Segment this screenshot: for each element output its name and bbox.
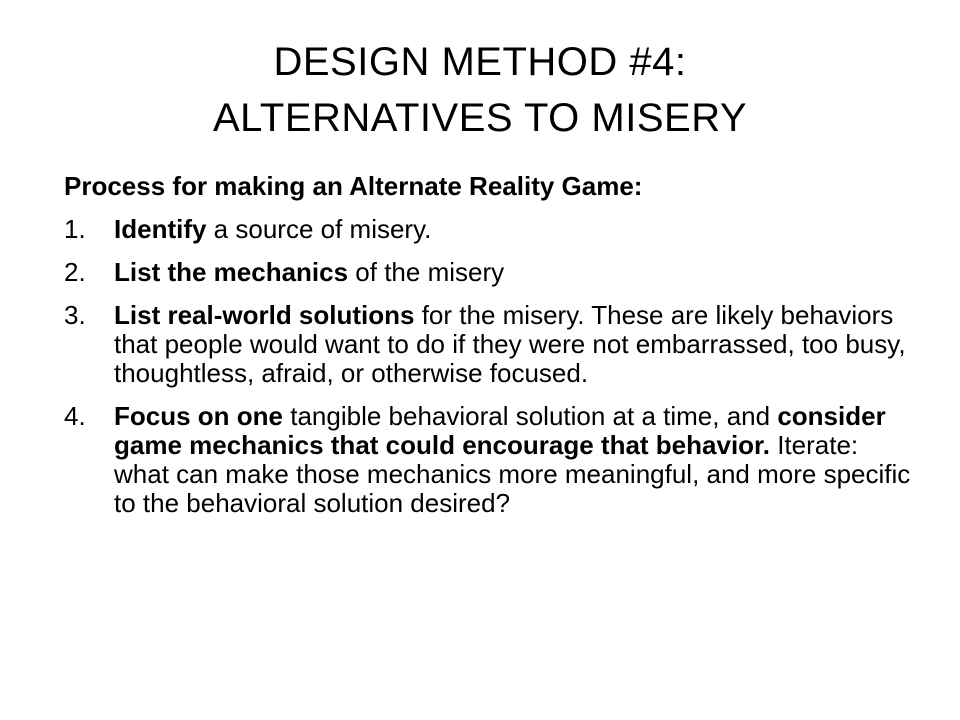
item-plain-text: of the misery: [348, 257, 505, 287]
list-item: [64, 215, 914, 244]
item-number: 4.: [64, 401, 86, 431]
item-bold-text: List real-world solutions: [114, 300, 415, 330]
title-line-2: ALTERNATIVES TO MISERY: [212, 96, 748, 140]
item-number: 1.: [64, 214, 86, 244]
process-heading: Process for making an Alternate Reality Game:: [64, 171, 643, 201]
item-plain-text: for the misery. These are likely behaviors that people would want to do if they were not embarrassed, too busy, thoughtless, afraid, or otherwise focused.: [114, 300, 906, 388]
item-text: [114, 301, 914, 388]
item-bold-text: Identify: [114, 214, 207, 244]
step-list: [64, 215, 914, 518]
item-bold-text: Focus on one: [114, 401, 283, 431]
item-plain-text: Iterate: what can make those mechanics more meaningful, and more specific to the behavioral solution desired?: [114, 430, 911, 518]
item-text: [114, 402, 914, 518]
list-item: [64, 402, 914, 518]
item-bold-text: consider game mechanics that could encourage that behavior.: [114, 401, 886, 460]
item-bold-text: List the mechanics: [114, 257, 349, 287]
item-plain-text: tangible behavioral solution at a time, and: [283, 401, 778, 431]
item-text: [114, 258, 914, 287]
item-plain-text: a source of misery.: [206, 214, 432, 244]
slide-body: [64, 172, 914, 532]
list-item: [64, 258, 914, 287]
title-line-1: DESIGN METHOD #4:: [273, 40, 687, 84]
item-number: 2.: [64, 257, 86, 287]
list-item: [64, 301, 914, 388]
slide-title: [0, 34, 960, 146]
item-text: [114, 215, 914, 244]
item-number: 3.: [64, 300, 86, 330]
